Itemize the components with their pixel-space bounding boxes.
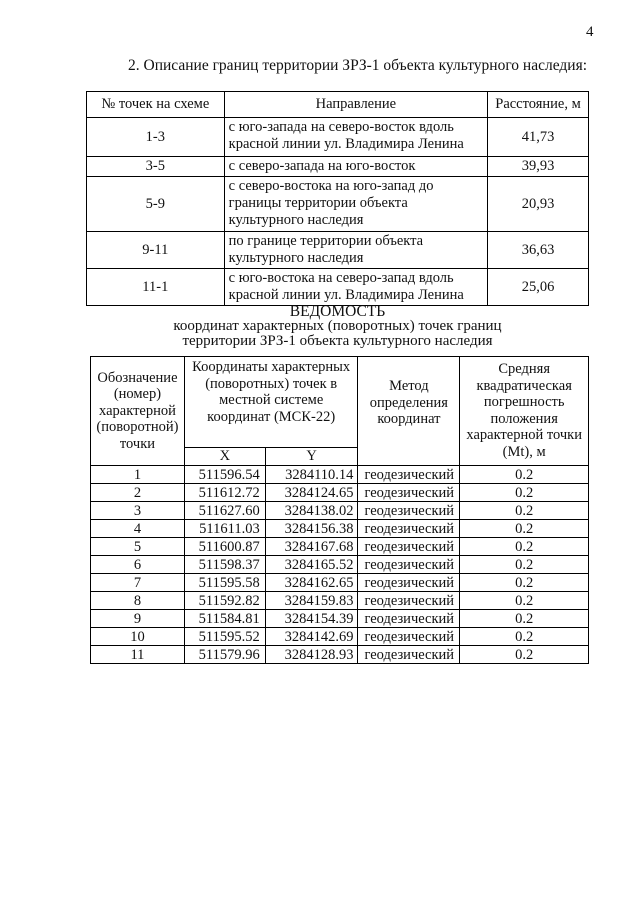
header-distance: Расстояние, м [488, 92, 589, 118]
method-cell: геодезический [358, 646, 460, 664]
method-cell: геодезический [358, 466, 460, 484]
distance-cell: 20,93 [488, 177, 589, 232]
direction-cell: с юго-запада на северо-восток вдоль красной линии ул. Владимира Ленина [224, 118, 487, 157]
method-cell: геодезический [358, 502, 460, 520]
points-cell: 9-11 [87, 232, 225, 269]
table-row [87, 177, 589, 232]
point-number-cell: 3 [91, 502, 185, 520]
method-cell: геодезический [358, 538, 460, 556]
point-number-cell: 5 [91, 538, 185, 556]
method-cell: геодезический [358, 520, 460, 538]
table-row [91, 592, 589, 610]
point-number-cell: 4 [91, 520, 185, 538]
error-cell: 0.2 [460, 502, 589, 520]
header-method: Метод определения координат [358, 357, 460, 466]
table-row [91, 502, 589, 520]
method-cell: геодезический [358, 610, 460, 628]
point-number-cell: 1 [91, 466, 185, 484]
points-cell: 11-1 [87, 269, 225, 306]
table-row [91, 646, 589, 664]
table-row [87, 232, 589, 269]
error-cell: 0.2 [460, 574, 589, 592]
point-number-cell: 8 [91, 592, 185, 610]
method-cell: геодезический [358, 484, 460, 502]
points-cell: 3-5 [87, 157, 225, 177]
y-coordinate-cell: 3284159.83 [265, 592, 358, 610]
y-coordinate-cell: 3284138.02 [265, 502, 358, 520]
table-row [91, 520, 589, 538]
point-number-cell: 7 [91, 574, 185, 592]
points-cell: 1-3 [87, 118, 225, 157]
error-cell: 0.2 [460, 556, 589, 574]
x-coordinate-cell: 511598.37 [184, 556, 265, 574]
section-title: 2. Описание границ территории ЗРЗ-1 объекта культурного наследия: [128, 57, 588, 74]
header-error: Средняя квадратическая погрешность положения характерной точки (Mt), м [460, 357, 589, 466]
coordinates-table [90, 356, 589, 664]
direction-cell: с северо-востока на юго-запад до границы территории объекта культурного наследия [224, 177, 487, 232]
point-number-cell: 11 [91, 646, 185, 664]
method-cell: геодезический [358, 592, 460, 610]
point-number-cell: 10 [91, 628, 185, 646]
point-number-cell: 9 [91, 610, 185, 628]
page-number: 4 [586, 24, 594, 40]
y-coordinate-cell: 3284165.52 [265, 556, 358, 574]
x-coordinate-cell: 511627.60 [184, 502, 265, 520]
x-coordinate-cell: 511584.81 [184, 610, 265, 628]
error-cell: 0.2 [460, 646, 589, 664]
x-coordinate-cell: 511596.54 [184, 466, 265, 484]
error-cell: 0.2 [460, 538, 589, 556]
y-coordinate-cell: 3284156.38 [265, 520, 358, 538]
x-coordinate-cell: 511612.72 [184, 484, 265, 502]
statement-title: ВЕДОМОСТЬ [289, 303, 386, 320]
error-cell: 0.2 [460, 520, 589, 538]
table-row [91, 538, 589, 556]
statement-subtitle-line2: территории ЗРЗ-1 объекта культурного наследия [182, 333, 493, 349]
distance-cell: 25,06 [488, 269, 589, 306]
boundary-table-header [87, 92, 589, 118]
distance-cell: 41,73 [488, 118, 589, 157]
header-coordinates: Координаты характерных (поворотных) точек в местной системе координат (МСК-22) [184, 357, 358, 448]
direction-cell: по границе территории объекта культурного наследия [224, 232, 487, 269]
table-row [91, 484, 589, 502]
error-cell: 0.2 [460, 628, 589, 646]
table-row [87, 269, 589, 306]
error-cell: 0.2 [460, 484, 589, 502]
direction-cell: с северо-запада на юго-восток [224, 157, 487, 177]
table-row [91, 466, 589, 484]
y-coordinate-cell: 3284110.14 [265, 466, 358, 484]
y-coordinate-cell: 3284167.68 [265, 538, 358, 556]
y-coordinate-cell: 3284142.69 [265, 628, 358, 646]
coordinates-header-row [91, 357, 589, 448]
header-points: № точек на схеме [87, 92, 225, 118]
x-coordinate-cell: 511595.58 [184, 574, 265, 592]
table-row [91, 628, 589, 646]
statement-heading [86, 304, 589, 349]
x-coordinate-cell: 511592.82 [184, 592, 265, 610]
x-coordinate-cell: 511600.87 [184, 538, 265, 556]
header-y: Y [265, 448, 358, 466]
table-row [87, 118, 589, 157]
point-number-cell: 6 [91, 556, 185, 574]
method-cell: геодезический [358, 628, 460, 646]
distance-cell: 39,93 [488, 157, 589, 177]
x-coordinate-cell: 511595.52 [184, 628, 265, 646]
table-row [91, 610, 589, 628]
x-coordinate-cell: 511579.96 [184, 646, 265, 664]
point-number-cell: 2 [91, 484, 185, 502]
method-cell: геодезический [358, 556, 460, 574]
boundary-table [86, 91, 589, 306]
method-cell: геодезический [358, 574, 460, 592]
header-designation: Обозначение (номер) характерной (поворотной) точки [91, 357, 185, 466]
error-cell: 0.2 [460, 592, 589, 610]
points-cell: 5-9 [87, 177, 225, 232]
y-coordinate-cell: 3284154.39 [265, 610, 358, 628]
table-row [91, 574, 589, 592]
statement-subtitle-line1: координат характерных (поворотных) точек границ [173, 318, 502, 334]
direction-cell: с юго-востока на северо-запад вдоль красной линии ул. Владимира Ленина [224, 269, 487, 306]
error-cell: 0.2 [460, 466, 589, 484]
y-coordinate-cell: 3284124.65 [265, 484, 358, 502]
error-cell: 0.2 [460, 610, 589, 628]
y-coordinate-cell: 3284162.65 [265, 574, 358, 592]
header-direction: Направление [224, 92, 487, 118]
y-coordinate-cell: 3284128.93 [265, 646, 358, 664]
distance-cell: 36,63 [488, 232, 589, 269]
table-row [91, 556, 589, 574]
header-x: X [184, 448, 265, 466]
table-row [87, 157, 589, 177]
x-coordinate-cell: 511611.03 [184, 520, 265, 538]
